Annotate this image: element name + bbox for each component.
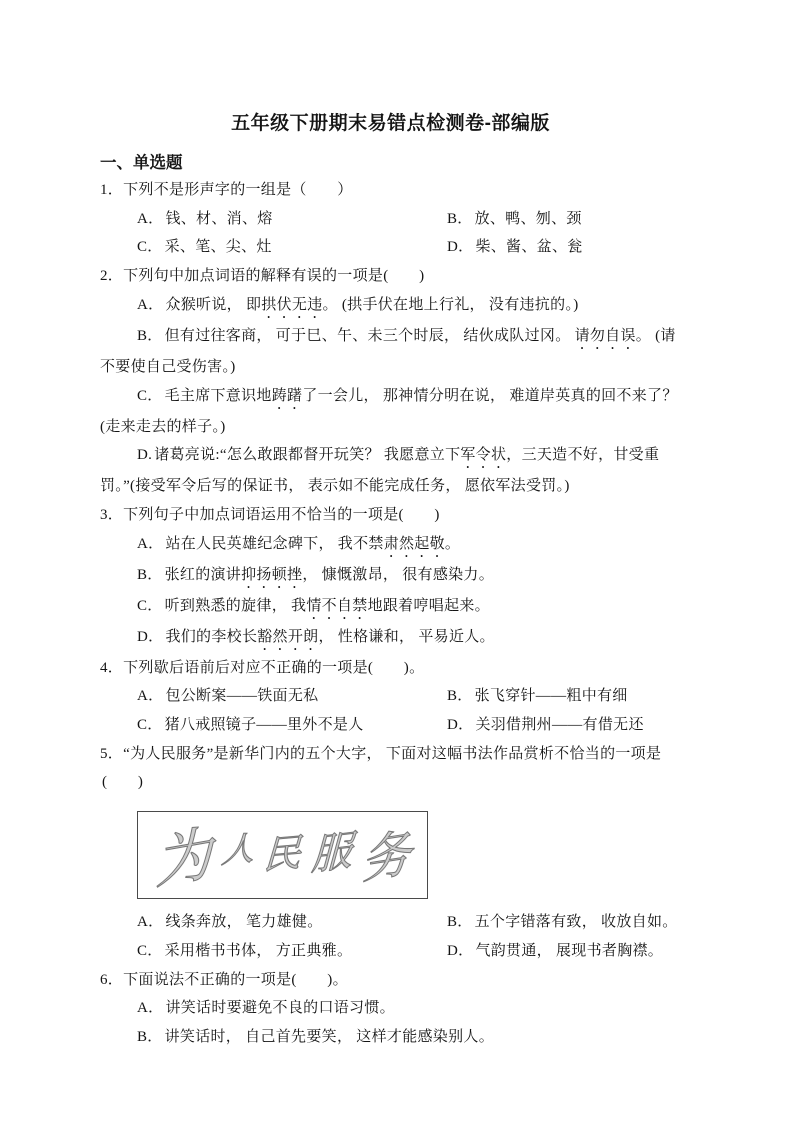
- question-1-options: [100, 205, 681, 262]
- option-label: A．: [137, 296, 164, 313]
- option-text: 踌躇: [271, 387, 303, 404]
- option-text: 听到熟悉的旋律， 我: [164, 597, 307, 614]
- question-5-options: [100, 908, 681, 965]
- option-label: D.: [137, 447, 153, 464]
- option-text: 讲笑话时要避免不良的口语习惯。: [165, 1000, 395, 1017]
- option-label: D．: [447, 717, 474, 734]
- option-label: C．: [137, 597, 163, 614]
- question-number: 2．: [100, 268, 124, 285]
- option-text: 线条奔放， 笔力雄健。: [165, 914, 323, 931]
- stem-text: 下列句子中加点词语运用不恰当的一项是( ): [123, 506, 440, 523]
- option-label: C．: [137, 239, 163, 256]
- question-number: 6．: [100, 971, 124, 988]
- question-1-option-C: [100, 233, 410, 262]
- option-text: 。 (请不要使自己受伤害。): [100, 327, 676, 375]
- option-text: 拱伏无违: [261, 296, 323, 313]
- option-label: C．: [137, 942, 163, 959]
- question-6-options: [100, 994, 681, 1051]
- option-text: 气韵贯通， 展现书者胸襟。: [475, 942, 664, 959]
- option-text: 关羽借荆州——有借无还: [475, 717, 644, 734]
- option-label: D．: [137, 628, 164, 645]
- question-4: [100, 654, 681, 740]
- question-4-option-A: [100, 682, 410, 711]
- option-text: 情不自禁: [306, 597, 368, 614]
- question-2-option-C: [100, 382, 681, 442]
- option-text: ， 慷慨激昂， 很有感染力。: [302, 566, 495, 583]
- question-6: [100, 966, 681, 1052]
- calligraphy-image: [137, 811, 428, 899]
- question-3-option-C: [100, 592, 681, 623]
- question-3-option-A: [100, 530, 681, 561]
- calligraphy-char: 为: [153, 820, 213, 897]
- option-text: 毛主席下意识地: [164, 387, 272, 404]
- question-4-stem: [100, 654, 681, 683]
- option-text: 。: [444, 535, 461, 552]
- question-1-option-A: [100, 205, 410, 234]
- option-text: 豁然开朗: [257, 628, 319, 645]
- option-text: 讲笑话时， 自己首先要笑， 这样才能感染别人。: [164, 1028, 495, 1045]
- calligraphy-char: 服: [310, 826, 353, 879]
- option-text: 张红的演讲: [164, 566, 242, 583]
- option-text: 众猴听说， 即: [165, 296, 262, 313]
- option-label: B．: [447, 210, 473, 227]
- option-label: B．: [447, 914, 473, 931]
- question-number: 1．: [100, 182, 124, 198]
- question-6-stem: [100, 966, 681, 995]
- option-label: B．: [137, 566, 163, 583]
- option-text: 钱、材、消、熔: [165, 210, 273, 227]
- page-title: 五年级下册期末易错点检测卷-部编版: [231, 113, 550, 134]
- section-heading: 一、单选题: [100, 154, 183, 172]
- option-label: B．: [137, 1028, 163, 1045]
- option-text: 肃然起敬: [383, 535, 445, 552]
- question-number: 3．: [100, 506, 124, 523]
- option-text: 。 (拱手伏在地上行礼， 没有违抗的。): [322, 296, 579, 313]
- option-text: 站在人民英雄纪念碑下， 我不禁: [165, 535, 384, 552]
- question-3-stem: [100, 501, 681, 530]
- option-text: 请勿自误: [574, 327, 636, 344]
- calligraphy-char: 民: [262, 832, 303, 878]
- option-text: 了一会儿， 那神情分明在说， 难道岸英真的回不来了？ (走来走去的样子。): [100, 387, 678, 435]
- question-5-answer-blank: ( ): [102, 774, 144, 791]
- question-6-option-B: [100, 1023, 681, 1052]
- question-5-option-B: [410, 908, 681, 937]
- option-text: 猪八戒照镜子——里外不是人: [164, 717, 364, 734]
- question-2: [100, 262, 681, 501]
- question-number: 4．: [100, 659, 124, 676]
- stem-text: “为人民服务”是新华门内的五个大字， 下面对这幅书法作品赏析不恰当的一项是: [123, 745, 662, 762]
- question-3-option-D: [100, 623, 681, 654]
- question-2-stem: [100, 262, 681, 291]
- question-3-option-B: [100, 561, 681, 592]
- option-text: 军令状: [460, 447, 507, 464]
- option-text: 采、笔、尖、灶: [164, 239, 272, 256]
- option-label: D．: [447, 942, 474, 959]
- option-label: C．: [137, 387, 163, 404]
- question-5-option-D: [410, 937, 681, 966]
- option-text: ，三天造不好，甘受重罚。”(接受军令后写的保证书， 表示如不能完成任务， 愿依军法受罚。): [100, 447, 660, 495]
- option-label: A．: [137, 535, 164, 552]
- option-label: A．: [137, 688, 164, 705]
- option-text: 地跟着哼唱起来。: [367, 597, 490, 614]
- option-text: ， 性格谦和， 平易近人。: [318, 628, 495, 645]
- question-2-option-D: [100, 441, 681, 501]
- option-label: C．: [137, 717, 163, 734]
- option-text: 张飞穿针——粗中有细: [474, 688, 628, 705]
- option-text: 五个字错落有致， 收放自如。: [474, 914, 678, 931]
- question-1-stem: [100, 176, 681, 205]
- option-label: B．: [447, 688, 473, 705]
- question-3-options: [100, 530, 681, 654]
- question-3: [100, 501, 681, 654]
- option-label: B．: [137, 327, 163, 344]
- question-2-option-A: [100, 291, 681, 322]
- question-5-stem: [100, 740, 681, 769]
- calligraphy-char: 务: [360, 824, 412, 890]
- question-list: [100, 176, 681, 1052]
- option-label: D．: [447, 239, 474, 256]
- option-text: 包公断案——铁面无私: [165, 688, 319, 705]
- option-text: 柴、酱、盆、瓮: [475, 239, 583, 256]
- question-1: [100, 176, 681, 262]
- option-text: 放、鸭、刎、颈: [474, 210, 582, 227]
- question-5: [100, 740, 681, 966]
- option-label: A．: [137, 210, 164, 227]
- option-text: 抑扬顿挫: [241, 566, 303, 583]
- option-text: 诸葛亮说:“怎么敢跟都督开玩笑？ 我愿意立下: [154, 447, 461, 464]
- question-6-option-A: [100, 994, 681, 1023]
- question-1-option-D: [410, 233, 681, 262]
- stem-text: 下列句中加点词语的解释有误的一项是( ): [123, 268, 425, 285]
- question-2-options: [100, 291, 681, 501]
- question-5-option-A: [100, 908, 410, 937]
- question-1-option-B: [410, 205, 681, 234]
- option-text: 采用楷书书体， 方正典雅。: [164, 942, 353, 959]
- question-5-option-C: [100, 937, 410, 966]
- question-2-option-B: [100, 322, 681, 382]
- option-text: 我们的李校长: [165, 628, 258, 645]
- question-4-option-D: [410, 711, 681, 740]
- stem-text: 下列歇后语前后对应不正确的一项是( )。: [123, 659, 425, 676]
- question-4-options: [100, 682, 681, 739]
- question-4-option-B: [410, 682, 681, 711]
- question-number: 5．: [100, 745, 124, 762]
- stem-text: 下列不是形声字的一组是（ ）: [123, 182, 353, 198]
- option-label: A．: [137, 914, 164, 931]
- question-4-option-C: [100, 711, 410, 740]
- calligraphy-char: 人: [220, 830, 256, 871]
- option-text: 但有过往客商， 可于巳、午、未三个时辰， 结伙成队过冈。: [164, 327, 575, 344]
- stem-text: 下面说法不正确的一项是( )。: [123, 971, 348, 988]
- option-label: A．: [137, 1000, 164, 1017]
